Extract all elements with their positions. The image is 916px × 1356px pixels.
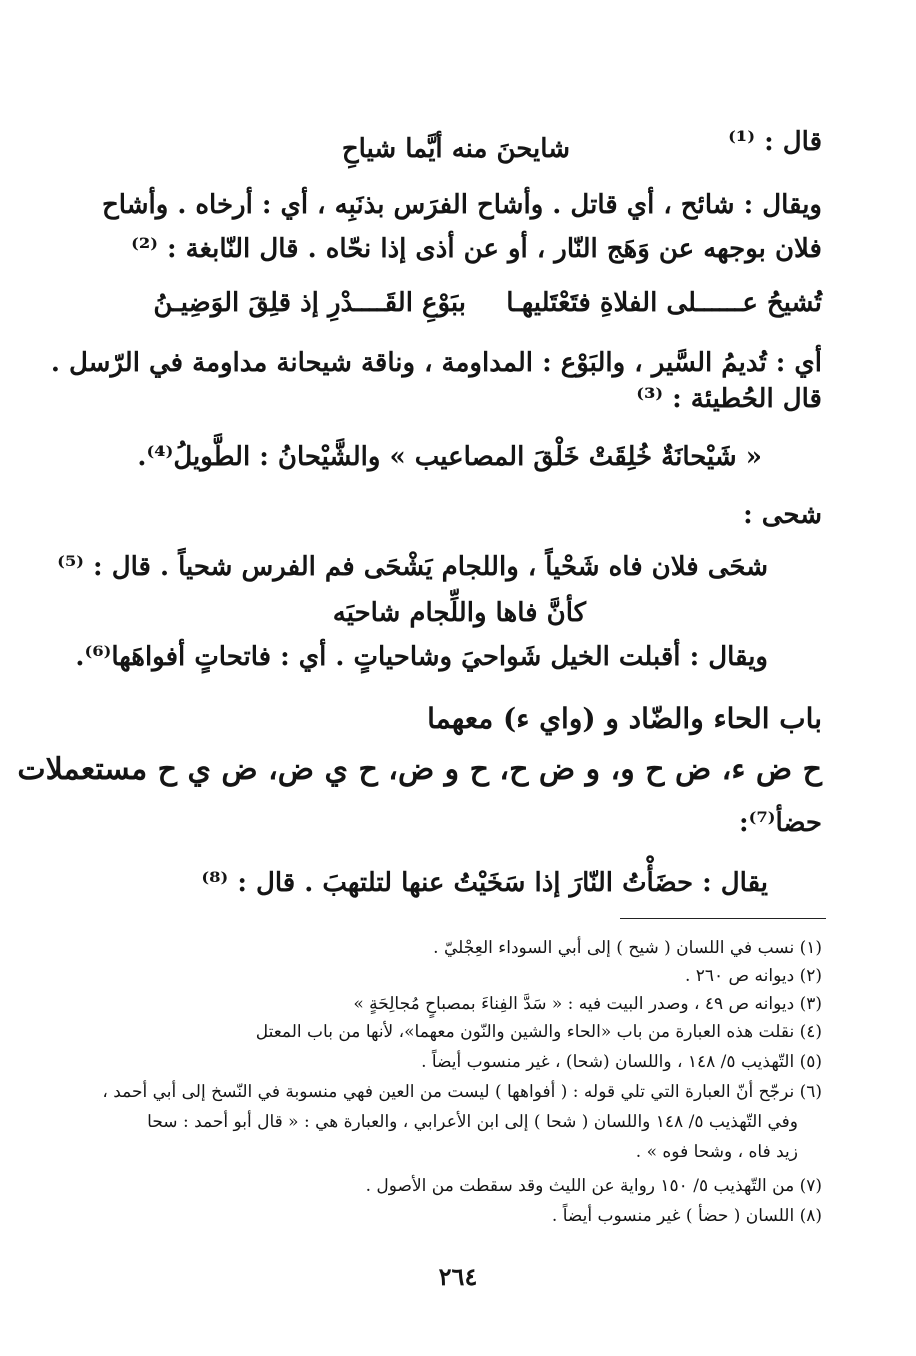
line-qala-1: قال : ⁽¹⁾ xyxy=(728,127,822,157)
footnote-3: (٣) ديوانه ص ٤٩ ، وصدر البيت فيه : « سَدَّ الفِناءَ بمصباحٍ مُجالِحَةٍ » xyxy=(353,994,822,1014)
footnote-8: (٨) اللسان ( حضأ ) غير منسوب أيضاً . xyxy=(551,1206,822,1226)
footnote-5: (٥) التّهذيب ٥/ ١٤٨ ، واللسان (شحا) ، غير منسوب أيضاً . xyxy=(421,1052,822,1072)
footnote-6-line-3: زيد فاه ، وشحا فوه » . xyxy=(635,1142,798,1162)
paragraph-line-15: يقال : حضَأْتُ النّارَ إذا سَخَيْتُ عنها لتلتهبَ . قال : ⁽⁸⁾ xyxy=(201,868,768,898)
paragraph-line-5: أي : تُديمُ السَّير ، والبَوْع : المداومة ، وناقة شيحانة مداومة في الرّسل . xyxy=(50,348,822,378)
footnote-2: (٢) ديوانه ص ٢٦٠ . xyxy=(684,966,822,986)
verse-nabigha-second-half: ببَوْعِ القَــــدْرِ إذ قلِقَ الوَضِيـنُ xyxy=(153,288,466,318)
footnote-6-line-1: (٦) نرجّح أنّ العبارة التي تلي قوله : ( أفواهها ) ليست من العين فهي منسوبة في النّسخ إلى أبي أحمد ، xyxy=(102,1082,822,1102)
paragraph-line-11: ويقال : أقبلت الخيل شَواحيَ وشاحياتٍ . أي : فاتحاتٍ أفواهَها⁽⁶⁾. xyxy=(75,642,768,672)
root-combinations: ح ض ء، ض ح و، و ض ح، ح و ض، ح ي ض، ض ي ح مستعملات xyxy=(17,752,822,787)
footnote-4: (٤) نقلت هذه العبارة من باب «الحاء والشين والنّون معهما»، لأنها من باب المعتل xyxy=(255,1022,822,1042)
verse-nabigha-first-half: تُشيحُ عــــــلى الفلاةِ فتَعْتَليهـا xyxy=(506,288,822,318)
footnote-1: (١) نسب في اللسان ( شيح ) إلى أبي السوداء العِجْليّ . xyxy=(433,938,822,958)
paragraph-line-9: شحَى فلان فاه شَحْياً ، واللجام يَشْحَى فم الفرس شحياً . قال : ⁽⁵⁾ xyxy=(57,552,768,582)
page-number: ٢٦٤ xyxy=(438,1262,478,1291)
footnote-6-line-2: وفي التّهذيب ٥/ ١٤٨ واللسان ( شحا ) إلى ابن الأعرابي ، والعبارة هي : « قال أبو أحمد : سحا xyxy=(147,1112,798,1132)
verse-shayihna: شايحنَ منه أيَّما شياحِ xyxy=(341,134,570,164)
heading-hada: حضأ⁽⁷⁾: xyxy=(738,808,822,838)
chapter-title: باب الحاء والضّاد و (واي ء) معهما xyxy=(427,702,822,735)
footnote-7: (٧) من التّهذيب ٥/ ١٥٠ رواية عن الليث وقد سقطت من الأصول . xyxy=(365,1176,822,1196)
verse-shahiya: كأنَّ فاها واللِّجام شاحيَه xyxy=(332,598,586,628)
heading-shaha: شحى : xyxy=(743,500,822,530)
footnote-separator xyxy=(620,918,826,919)
paragraph-line-6: قال الحُطيئة : ⁽³⁾ xyxy=(636,384,822,414)
verse-hutay-a: « شَيْحانَةٌ خُلِقَتْ خَلْقَ المصاعيب » والشَّيْحانُ : الطَّويلُ⁽⁴⁾. xyxy=(137,442,762,472)
paragraph-line-3: فلان بوجهه عن وَهَج النّار ، أو عن أذى إذا نحّاه . قال النّابغة : ⁽²⁾ xyxy=(131,234,822,264)
paragraph-line-2: ويقال : شائح ، أي قاتل . وأشاح الفرَس بذنَبِه ، أي : أرخاه . وأشاح xyxy=(102,190,822,220)
